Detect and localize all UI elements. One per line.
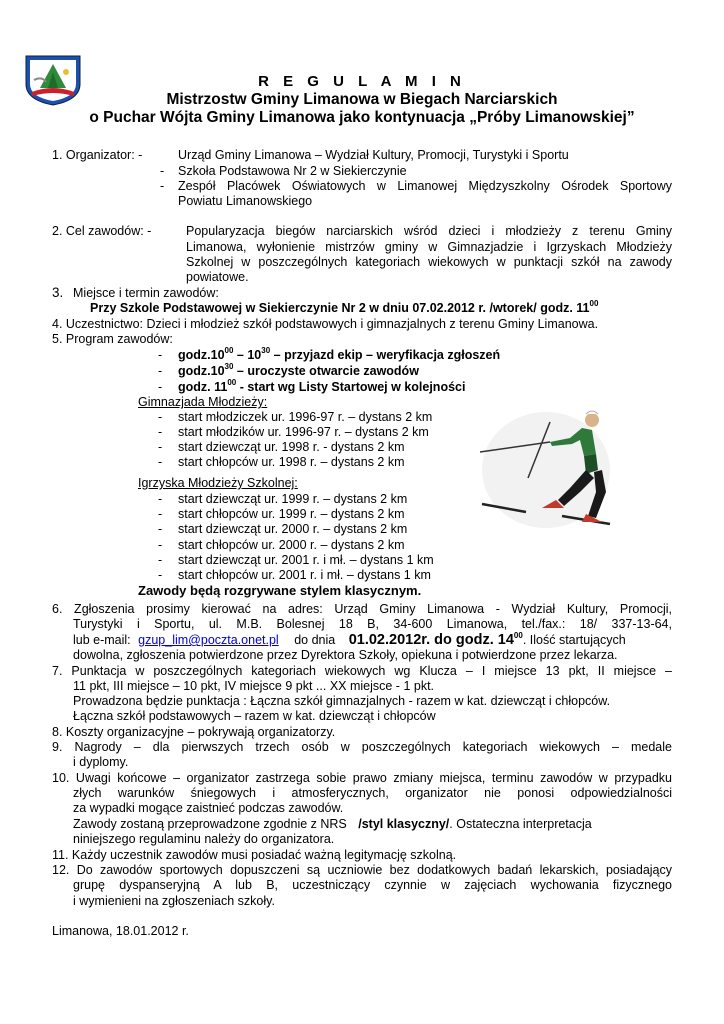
section-10-line: niniejszego regulaminu należy do organizatora. bbox=[73, 832, 335, 846]
document-subtitle-2: o Puchar Wójta Gminy Limanowa jako kontynuacja „Próby Limanowskiej” bbox=[89, 109, 635, 126]
section-10-line: złych warunków śniegowych i atmosferycznych, organizator nie ponosi odpowiedzialności bbox=[73, 786, 672, 800]
section-1-item: Szkoła Podstawowa Nr 2 w Siekierczynie bbox=[178, 164, 407, 178]
bullet: - bbox=[158, 364, 163, 378]
section-12-line: i wymienieni na zgłoszeniach szkoły. bbox=[73, 894, 275, 908]
style-note: Zawody będą rozgrywane stylem klasycznym. bbox=[138, 583, 422, 598]
start-category: start chłopców ur. 1998 r. – dystans 2 km bbox=[178, 455, 405, 469]
bullet: - bbox=[158, 522, 163, 536]
time-superscript: 00 bbox=[224, 346, 234, 355]
section-3-number: 3. bbox=[52, 285, 64, 300]
start-category: start młodziczek ur. 1996-97 r. – dystans 2 km bbox=[178, 410, 433, 424]
bullet: - bbox=[158, 380, 163, 394]
section-7-line: 7. Punktacja w poszczególnych kategoriach wiekowych wg Klucza – I miejsce 13 pkt, II miejsce – bbox=[52, 664, 672, 678]
program-item-start bbox=[178, 380, 465, 395]
section-1-item: Powiatu Limanowskiego bbox=[178, 194, 313, 208]
program-text: godz.10 bbox=[178, 364, 225, 378]
section-5-label: 5. Program zawodów: bbox=[52, 332, 173, 346]
program-text: – 10 bbox=[233, 348, 262, 362]
section-1-item: Zespół Placówek Oświatowych w Limanowej Międzyszkolny Ośrodek Sportowy bbox=[178, 179, 672, 193]
section-7-line: Łączna szkół podstawowych – razem w kat. dziewcząt i chłopców bbox=[73, 709, 436, 723]
bullet: - bbox=[158, 440, 163, 454]
bullet: - bbox=[158, 507, 163, 521]
nrs-style: /styl klasyczny/ bbox=[358, 817, 450, 831]
section-12-line: grupę dyspanseryjną A lub B, uczestniczący czynnie w zajęciach wychowania fizycznego bbox=[73, 878, 672, 892]
program-text: - start wg Listy Startowej w kolejności bbox=[236, 380, 466, 394]
place-date: Limanowa, 18.01.2012 r. bbox=[52, 924, 189, 938]
program-text: godz.10 bbox=[178, 348, 225, 362]
email-link[interactable]: gzup_lim@poczta.onet.pl bbox=[138, 633, 279, 647]
section-12-line: 12. Do zawodów sportowych dopuszczeni są uczniowie bez dodatkowych badań lekarskich, posiadający bbox=[52, 863, 672, 877]
bullet: - bbox=[160, 179, 165, 193]
time-superscript: 00 bbox=[227, 378, 237, 387]
section-3-label: Miejsce i termin zawodów: bbox=[73, 286, 219, 300]
section-4-text: 4. Uczestnictwo: Dzieci i młodzież szkół podstawowych i gimnazjalnych z terenu Gminy Limanowa. bbox=[52, 317, 599, 331]
email-prefix: lub e-mail: bbox=[73, 633, 131, 647]
deadline-text: 01.02.2012r. do godz. 14 bbox=[348, 632, 514, 648]
bullet: - bbox=[158, 568, 163, 582]
start-category: start chłopców ur. 1999 r. – dystans 2 km bbox=[178, 507, 405, 521]
section-2-label: 2. Cel zawodów: - bbox=[52, 224, 152, 238]
deadline-date bbox=[349, 632, 523, 648]
section-2-line: Popularyzacja biegów narciarskich wśród dzieci i młodzieży z terenu Gminy bbox=[186, 224, 672, 238]
section-3-venue-date bbox=[90, 301, 598, 316]
program-text: – przyjazd ekip – weryfikacja zgłoszeń bbox=[270, 348, 501, 362]
time-superscript: 00 bbox=[589, 299, 599, 308]
start-category: start chłopców ur. 2000 r. – dystans 2 km bbox=[178, 538, 405, 552]
bullet: - bbox=[158, 425, 163, 439]
section-10-line: za wypadki mogące zaistnieć podczas zawodów. bbox=[73, 801, 344, 815]
program-item-arrival bbox=[178, 348, 500, 363]
program-text: – uroczyste otwarcie zawodów bbox=[233, 364, 419, 378]
section-8-text: 8. Koszty organizacyjne – pokrywają organizatorzy. bbox=[52, 725, 336, 739]
section-6-line: dowolna, zgłoszenia potwierdzone przez Dyrektora Szkoły, opiekuna i potwierdzone przez lekarza. bbox=[73, 648, 618, 662]
bullet: - bbox=[158, 553, 163, 567]
time-superscript: 30 bbox=[224, 362, 234, 371]
section-1-label: 1. Organizator: - bbox=[52, 148, 143, 162]
section-7-line: 11 pkt, III miejsce – 10 pkt, IV miejsce 9 pkt ... XX miejsce - 1 pkt. bbox=[73, 679, 435, 693]
document-subtitle-1: Mistrzostw Gminy Limanowa w Biegach Narciarskich bbox=[166, 91, 558, 108]
deadline-prefix: do dnia bbox=[294, 633, 336, 647]
section-9-line: 9. Nagrody – dla pierwszych trzech osób w poszczególnych kategoriach wiekowych – medale bbox=[52, 740, 672, 754]
bullet: - bbox=[158, 410, 163, 424]
section-10-line: 10. Uwagi końcowe – organizator zastrzega sobie prawo zmiany miejsca, terminu zawodów w przypadku bbox=[52, 771, 672, 785]
deadline-suffix: . Ilość startujących bbox=[522, 633, 626, 647]
nrs-suffix: . Ostateczna interpretacja bbox=[449, 817, 592, 831]
section-7-line: Prowadzona będzie punktacja : Łączna szkół gimnazjalnych - razem w kat. dziewcząt i chłopców. bbox=[73, 694, 611, 708]
start-category: start dziewcząt ur. 1999 r. – dystans 2 km bbox=[178, 492, 408, 506]
section-2-line: Limanowa, wyłonienie mistrzów gminy w Gimnazjadzie i Igrzyskach Młodzieży bbox=[186, 240, 672, 254]
start-category: start dziewcząt ur. 1998 r. - dystans 2 km bbox=[178, 440, 405, 454]
gimnazjada-header: Gimnazjada Młodzieży: bbox=[138, 395, 268, 409]
start-category: start dziewcząt ur. 2001 r. i mł. – dystans 1 km bbox=[178, 553, 434, 567]
program-text: godz. 11 bbox=[178, 380, 228, 394]
time-superscript: 00 bbox=[513, 631, 523, 640]
venue-text: Przy Szkole Podstawowej w Siekierczynie Nr 2 w dniu 07.02.2012 r. /wtorek/ godz. 11 bbox=[90, 301, 590, 315]
skier-illustration bbox=[478, 408, 612, 532]
section-11-text: 11. Każdy uczestnik zawodów musi posiadać ważną legitymację szkolną. bbox=[52, 848, 457, 862]
bullet: - bbox=[158, 492, 163, 506]
section-2-line: Szkolnej w poszczególnych kategoriach wiekowych w punktacji szkół na zawody bbox=[186, 255, 672, 269]
section-2-line: powiatowe. bbox=[186, 270, 249, 284]
nrs-text: Zawody zostaną przeprowadzone zgodnie z NRS bbox=[73, 817, 347, 831]
bullet: - bbox=[160, 164, 165, 178]
bullet: - bbox=[158, 538, 163, 552]
bullet: - bbox=[158, 348, 163, 362]
section-1-item: Urząd Gminy Limanowa – Wydział Kultury, Promocji, Turystyki i Sportu bbox=[178, 148, 569, 162]
section-10-nrs-line bbox=[73, 817, 592, 832]
start-category: start dziewcząt ur. 2000 r. – dystans 2 km bbox=[178, 522, 408, 536]
start-category: start chłopców ur. 2001 r. i mł. – dystans 1 km bbox=[178, 568, 431, 582]
document-title: R E G U L A M I N bbox=[258, 73, 466, 90]
section-6-contact-line bbox=[73, 633, 626, 648]
igrzyska-header: Igrzyska Młodzieży Szkolnej: bbox=[138, 476, 298, 490]
program-item-opening bbox=[178, 364, 419, 379]
section-6-line: 6. Zgłoszenia prosimy kierować na adres: Urząd Gminy Limanowa - Wydział Kultury, Promocji, bbox=[52, 602, 672, 616]
section-9-line: i dyplomy. bbox=[73, 755, 129, 769]
start-category: start młodzików ur. 1996-97 r. – dystans 2 km bbox=[178, 425, 429, 439]
section-6-line: Turystyki i Sportu, ul. M.B. Bolesnej 18 B, 34-600 Limanowa, tel./fax.: 18/ 337-13-64, bbox=[73, 617, 672, 631]
bullet: - bbox=[158, 455, 163, 469]
time-superscript: 30 bbox=[261, 346, 271, 355]
